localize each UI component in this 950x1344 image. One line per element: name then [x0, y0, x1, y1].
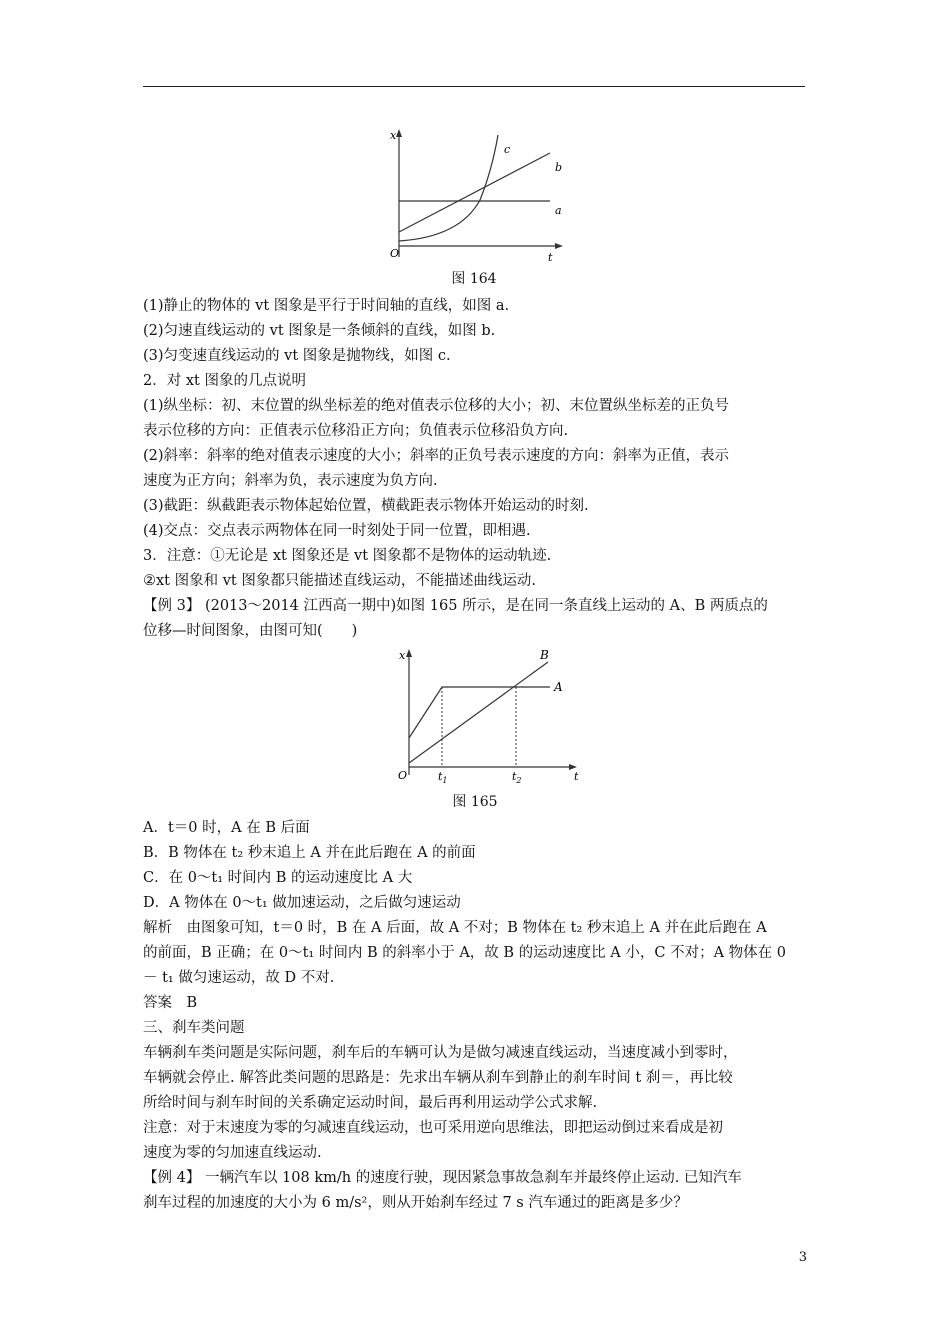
text-line: 所给时间与刹车时间的关系确定运动时间，最后再利用运动学公式求解. — [143, 1095, 598, 1111]
text-line: (3)匀变速直线运动的 vt 图象是抛物线，如图 c. — [143, 348, 451, 364]
tick-t1: $t_1$ — [438, 770, 448, 785]
text-line: 答案 B — [143, 995, 198, 1011]
figure-165-graph — [390, 645, 590, 785]
line-b — [399, 153, 550, 232]
label-b: b — [555, 161, 563, 174]
text-line: 速度为正方向；斜率为负，表示速度为负方向. — [143, 473, 438, 489]
y-axis-arrow — [396, 129, 402, 137]
x-axis-label: t — [548, 251, 553, 264]
line-B — [409, 662, 548, 763]
text-line: 表示位移的方向：正值表示位移沿正方向；负值表示位移沿负方向. — [143, 423, 569, 439]
text-line: 速度为零的匀加速直线运动. — [143, 1145, 322, 1161]
text-line: (3)截距：纵截距表示物体起始位置，横截距表示物体开始运动的时刻. — [143, 498, 589, 514]
label-A: A — [554, 680, 563, 694]
text-line: 车辆刹车类问题是实际问题，刹车后的车辆可认为是做匀减速直线运动，当速度减小到零时， — [143, 1045, 738, 1061]
text-line: (2)斜率：斜率的绝对值表示速度的大小；斜率的正负号表示速度的方向：斜率为正值，表示 — [143, 448, 730, 464]
origin-label: O — [398, 769, 408, 782]
header-rule — [143, 86, 805, 87]
text-line: 三、刹车类问题 — [143, 1020, 245, 1036]
figure-164-caption: 图 164 — [451, 271, 497, 287]
figure-165-caption: 图 165 — [452, 794, 498, 810]
figure-164-graph — [380, 125, 580, 265]
y-axis-label: x — [399, 649, 406, 662]
label-B: B — [540, 648, 549, 662]
text-line: 解析 由图象可知，t＝0 时，B 在 A 后面，故 A 不对；B 物体在 t₂ 秒末追上 A 并在此后跑在 A — [143, 920, 767, 936]
text-line: 【例 4】 一辆汽车以 108 km/h 的速度行驶，现因紧急事故急刹车并最终停止运动. 已知汽车 — [143, 1170, 742, 1186]
body-text-1 — [143, 294, 811, 644]
figure-164 — [380, 125, 580, 265]
body-text-2 — [143, 816, 811, 1216]
text-line: (1)静止的物体的 vt 图象是平行于时间轴的直线，如图 a. — [143, 298, 510, 314]
label-a: a — [555, 204, 562, 217]
tick-t2: $t_2$ — [512, 770, 522, 785]
y-axis-arrow — [406, 649, 412, 657]
label-c: c — [504, 143, 511, 156]
y-axis-label: x — [390, 129, 397, 142]
x-axis-label: t — [574, 770, 579, 783]
text-line: ②xt 图象和 vt 图象都只能描述直线运动，不能描述曲线运动. — [143, 573, 536, 589]
text-line: (4)交点：交点表示两物体在同一时刻处于同一位置，即相遇. — [143, 523, 531, 539]
origin-label: O — [390, 247, 400, 260]
page-number: 3 — [798, 1250, 807, 1265]
text-line: 位移—时间图象，由图可知( ) — [143, 623, 358, 639]
text-line: (1)纵坐标：初、末位置的纵坐标差的绝对值表示位移的大小；初、末位置纵坐标差的正负号 — [143, 398, 730, 414]
text-line: (2)匀速直线运动的 vt 图象是一条倾斜的直线，如图 b. — [143, 323, 496, 339]
text-line: 的前面，B 正确；在 0～t₁ 时间内 B 的斜率小于 A，故 B 的运动速度比 A 小，C 不对；A 物体在 0 — [143, 945, 786, 961]
figure-165 — [390, 645, 590, 785]
text-line: 注意：对于末速度为零的匀减速直线运动，也可采用逆向思维法，即把运动倒过来看成是初 — [143, 1120, 723, 1136]
text-line: C．在 0～t₁ 时间内 B 的运动速度比 A 大 — [143, 870, 413, 886]
text-line: － t₁ 做匀速运动，故 D 不对. — [143, 970, 335, 986]
text-line: 3．注意：①无论是 xt 图象还是 vt 图象都不是物体的运动轨迹. — [143, 548, 552, 564]
text-line: D．A 物体在 0～t₁ 做加速运动，之后做匀速运动 — [143, 895, 461, 911]
text-line: 【例 3】 (2013～2014 江西高一期中)如图 165 所示，是在同一条直线上运动的 A、B 两质点的 — [143, 598, 768, 614]
text-line: 刹车过程的加速度的大小为 6 m/s²，则从开始刹车经过 7 s 汽车通过的距离是多少？ — [143, 1195, 688, 1211]
text-line: B．B 物体在 t₂ 秒末追上 A 并在此后跑在 A 的前面 — [143, 845, 476, 861]
text-line: A．t＝0 时，A 在 B 后面 — [143, 820, 310, 836]
text-line: 2．对 xt 图象的几点说明 — [143, 373, 306, 389]
x-axis-arrow — [555, 243, 563, 249]
text-line: 车辆就会停止. 解答此类问题的思路是：先求出车辆从刹车到静止的刹车时间 t 刹＝，再比较 — [143, 1070, 733, 1086]
